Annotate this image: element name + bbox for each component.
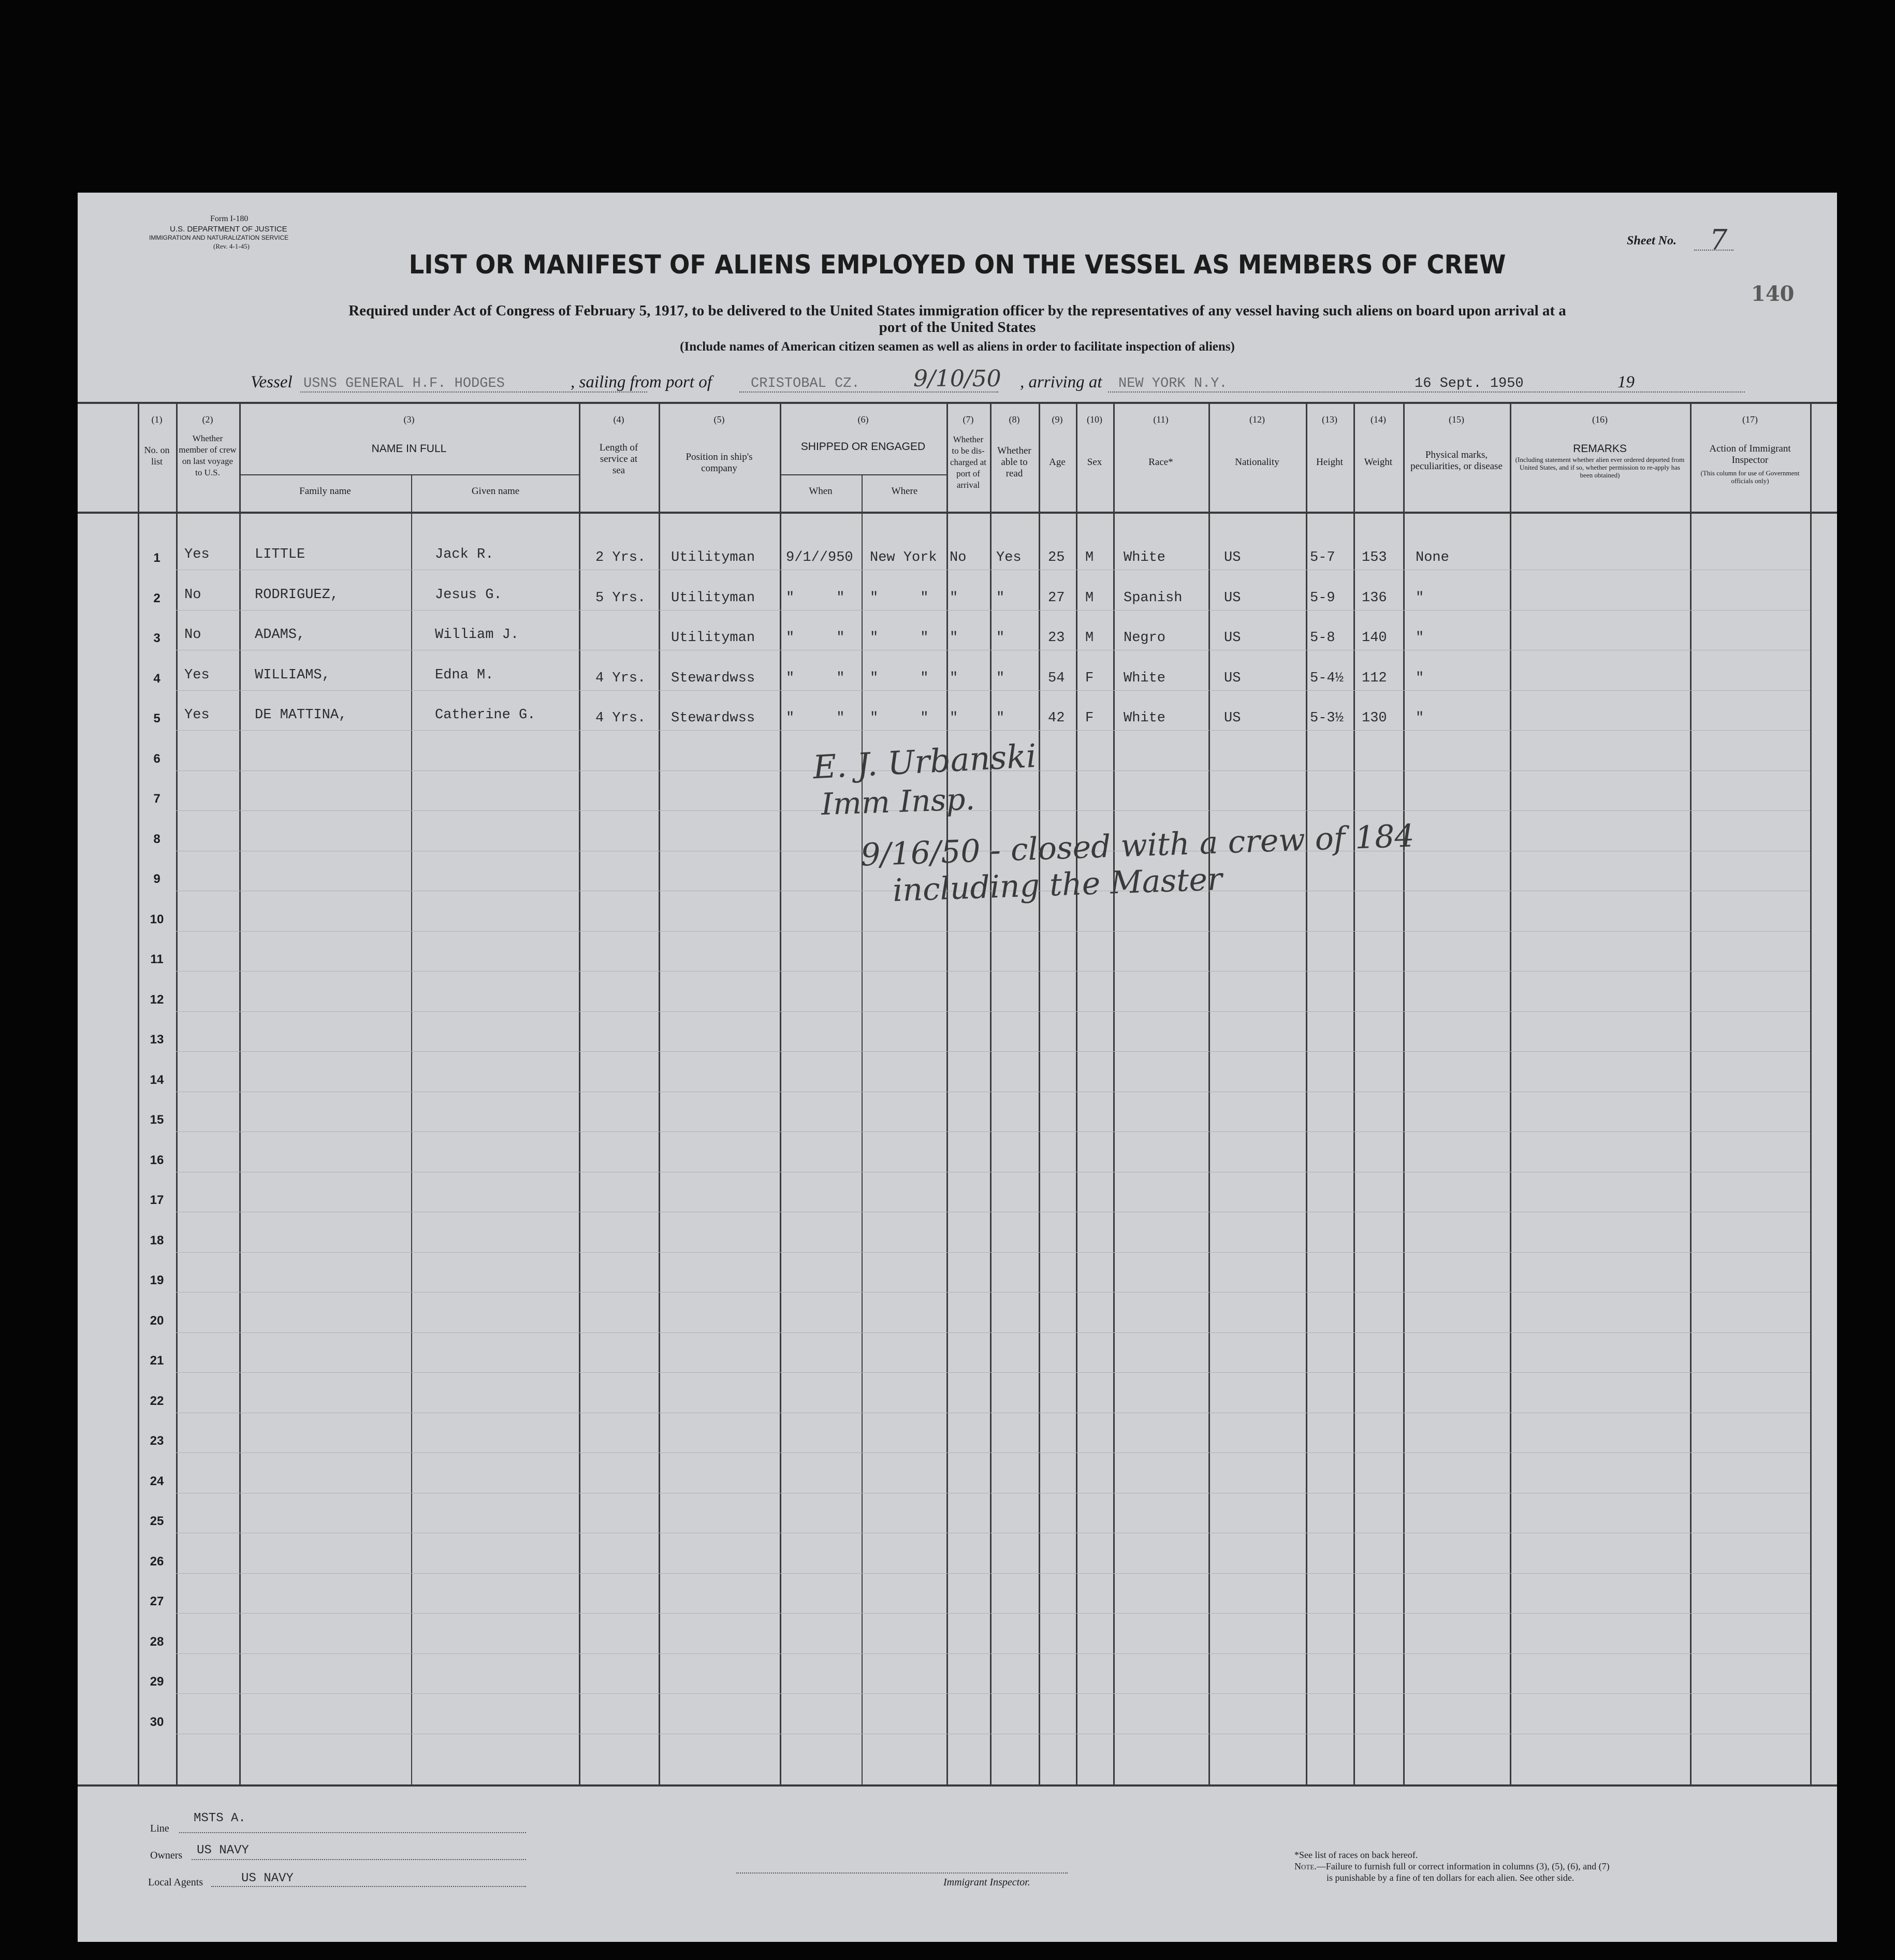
col-number: (4): [613, 414, 624, 425]
crew-height: 5-7: [1310, 550, 1335, 565]
crew-weight: 136: [1362, 590, 1387, 606]
col-number: (5): [713, 414, 725, 425]
crew-shipped-when: " ": [786, 710, 845, 726]
crew-prior-voyage: Yes: [184, 707, 210, 723]
row-number: 12: [150, 992, 164, 1007]
column-divider: [411, 474, 412, 1787]
sailing-date-value: 9/10/50: [913, 366, 1001, 392]
header-shipped-engaged: SHIPPED OR ENGAGED: [800, 441, 926, 453]
races-note: *See list of races on back hereof.: [1294, 1850, 1418, 1860]
crew-age: 54: [1048, 670, 1065, 686]
owners-label: Owners: [150, 1850, 183, 1861]
crew-shipped-where: New York: [870, 550, 937, 565]
row-rule: [176, 1372, 1810, 1373]
col-number: (11): [1153, 414, 1169, 425]
crew-position: Utilityman: [671, 590, 755, 606]
row-number: 15: [150, 1113, 164, 1127]
header-race: Race*: [1148, 457, 1173, 468]
col-number: (17): [1742, 414, 1758, 425]
header-remarks-note: (Including statement whether alien ever ordered deported from United States, and if so, whether permission to re-apply has been obtained): [1515, 456, 1685, 479]
crew-sex: M: [1085, 590, 1094, 606]
row-number: 9: [153, 872, 161, 886]
row-rule: [176, 1573, 1810, 1574]
crew-nationality: US: [1224, 590, 1241, 606]
inspector-title: Imm Insp.: [820, 781, 976, 822]
crew-weight: 112: [1362, 670, 1387, 686]
row-number: 14: [150, 1072, 164, 1087]
col-number: (6): [857, 414, 869, 425]
subtitle-line-1: Required under Act of Congress of February 5, 1917, to be delivered to the United States immigration officer by the representatives of any vessel having such aliens on board upon arrival at a: [348, 302, 1566, 319]
crew-length-of-service: 4 Yrs.: [595, 710, 646, 726]
crew-shipped-where: " ": [870, 710, 929, 726]
crew-sex: F: [1085, 710, 1094, 726]
col-number: (10): [1087, 414, 1102, 425]
row-rule: [176, 1693, 1810, 1694]
header-sex: Sex: [1087, 457, 1102, 468]
crew-discharged: ": [950, 590, 958, 606]
row-rule: [176, 1131, 1810, 1132]
crew-physical-marks: ": [1416, 670, 1424, 686]
sailing-label: , sailing from port of: [571, 373, 712, 391]
manifest-sheet: [78, 193, 1837, 1942]
note-text: —Failure to furnish full or correct information in columns (3), (5), (6), and (7): [1316, 1861, 1610, 1871]
col-number: (15): [1449, 414, 1464, 425]
crew-sex: M: [1085, 630, 1094, 646]
row-number: 13: [150, 1033, 164, 1047]
crew-able-to-read: Yes: [996, 550, 1022, 565]
crew-shipped-where: " ": [870, 590, 929, 606]
row-number: 2: [153, 591, 161, 605]
row-number: 7: [153, 792, 161, 806]
row-number: 20: [150, 1313, 164, 1328]
row-rule: [176, 1011, 1810, 1012]
crew-discharged: ": [950, 710, 958, 726]
row-number: 26: [150, 1554, 164, 1569]
subheader-line-shipped: [780, 474, 946, 475]
crew-nationality: US: [1224, 630, 1241, 646]
header-when: When: [809, 486, 833, 497]
crew-race: Spanish: [1124, 590, 1183, 606]
crew-shipped-where: " ": [870, 630, 929, 646]
crew-position: Utilityman: [671, 630, 755, 646]
crew-discharged: ": [950, 630, 958, 646]
crew-height: 5-9: [1310, 590, 1335, 606]
row-number: 5: [153, 712, 161, 725]
row-number: 25: [150, 1514, 164, 1528]
crew-family-name: WILLIAMS,: [255, 667, 330, 683]
crew-race: White: [1124, 710, 1166, 726]
crew-given-name: William J.: [435, 627, 519, 643]
row-number: 3: [153, 631, 161, 645]
col-number: (2): [202, 414, 213, 425]
crew-nationality: US: [1224, 710, 1241, 726]
crew-position: Stewardwss: [671, 670, 755, 686]
header-remarks: REMARKS: [1573, 443, 1627, 455]
row-number: 30: [150, 1715, 164, 1729]
table-bottom-border: [78, 1784, 1837, 1787]
service-name: IMMIGRATION AND NATURALIZATION SERVICE: [149, 234, 289, 241]
row-number: 27: [150, 1594, 164, 1608]
crew-given-name: Catherine G.: [435, 707, 536, 723]
header-family-name: Family name: [299, 486, 351, 497]
crew-physical-marks: None: [1416, 550, 1449, 565]
table-header-border: [78, 512, 1837, 514]
crew-length-of-service: 4 Yrs.: [595, 670, 646, 686]
crew-nationality: US: [1224, 670, 1241, 686]
row-rule: [176, 1332, 1810, 1333]
row-number: 10: [150, 912, 164, 926]
document-title: LIST OR MANIFEST OF ALIENS EMPLOYED ON THE VESSEL AS MEMBERS OF CREW: [409, 250, 1506, 280]
line-underline: [179, 1832, 526, 1833]
header-length-of-service: Length of service at sea: [599, 442, 638, 476]
crew-position: Stewardwss: [671, 710, 755, 726]
form-number: Form I-180: [210, 214, 249, 223]
header-no-on-list: No. on list: [144, 445, 170, 467]
row-number: 29: [150, 1675, 164, 1689]
line-value: MSTS A.: [194, 1811, 246, 1825]
crew-length-of-service: 2 Yrs.: [595, 550, 646, 565]
crew-race: Negro: [1124, 630, 1166, 646]
closing-note-line-2: including the Master: [892, 861, 1223, 909]
row-rule: [176, 1613, 1810, 1614]
crew-height: 5-8: [1310, 630, 1335, 646]
crew-shipped-when: " ": [786, 630, 845, 646]
header-name-in-full: NAME IN FULL: [371, 443, 447, 455]
line-label: Line: [150, 1823, 169, 1834]
crew-age: 25: [1048, 550, 1065, 565]
sheet-number-value: 7: [1710, 224, 1728, 256]
row-number: 16: [150, 1153, 164, 1167]
page-stamp: 140: [1751, 282, 1795, 306]
row-number: 8: [153, 832, 161, 846]
header-age: Age: [1049, 457, 1066, 468]
arriving-port-value: NEW YORK N.Y.: [1118, 376, 1228, 391]
crew-age: 23: [1048, 630, 1065, 646]
table-top-border: [78, 402, 1837, 404]
col-number: (16): [1592, 414, 1608, 425]
crew-position: Utilityman: [671, 550, 755, 565]
header-where: Where: [891, 486, 918, 497]
crew-shipped-where: " ": [870, 670, 929, 686]
inspector-signature-label: Immigrant Inspector.: [943, 1877, 1030, 1888]
crew-shipped-when: " ": [786, 670, 845, 686]
crew-shipped-when: " ": [786, 590, 845, 606]
crew-given-name: Edna M.: [435, 667, 494, 683]
column-divider: [862, 474, 863, 1787]
header-physical-marks: Physical marks, peculiarities, or disease: [1410, 449, 1503, 472]
header-able-to-read: Whether able to read: [997, 445, 1031, 479]
col-number: (9): [1052, 414, 1063, 425]
crew-physical-marks: ": [1416, 630, 1424, 646]
row-number: 6: [153, 751, 161, 766]
row-number: 11: [150, 952, 164, 966]
col-number: (14): [1371, 414, 1386, 425]
header-given-name: Given name: [471, 486, 520, 497]
crew-able-to-read: ": [996, 710, 1005, 726]
owners-underline: [192, 1859, 526, 1860]
form-revision: (Rev. 4-1-45): [213, 242, 250, 250]
inspector-signature: E. J. Urbanski: [812, 736, 1038, 787]
sailing-port-value: CRISTOBAL CZ.: [751, 376, 860, 391]
crew-weight: 153: [1362, 550, 1387, 565]
local-agents-label: Local Agents: [148, 1877, 203, 1888]
row-rule: [176, 730, 1810, 731]
local-agents-value: US NAVY: [241, 1871, 294, 1885]
header-nationality: Nationality: [1235, 457, 1279, 468]
row-number: 4: [153, 671, 161, 686]
arrival-date-value: 16 Sept. 1950: [1415, 376, 1524, 391]
penalty-note-line-2: is punishable by a fine of ten dollars for each alien. See other side.: [1326, 1872, 1575, 1883]
crew-family-name: RODRIGUEZ,: [255, 587, 339, 603]
closing-note-line-1: 9/16/50 - closed with a crew of 184: [860, 818, 1415, 874]
penalty-note-line-1: [1294, 1861, 1610, 1872]
local-agents-underline: [211, 1886, 526, 1887]
row-rule: [176, 1252, 1810, 1253]
crew-prior-voyage: Yes: [184, 667, 210, 683]
header-inspector-action: Action of Immigrant Inspector: [1709, 443, 1791, 466]
header-position: Position in ship's company: [686, 452, 753, 474]
crew-age: 42: [1048, 710, 1065, 726]
subheader-line-names: [239, 474, 579, 475]
crew-prior-voyage: Yes: [184, 547, 210, 562]
row-rule: [176, 1653, 1810, 1654]
crew-age: 27: [1048, 590, 1065, 606]
row-rule: [176, 690, 1810, 691]
row-rule: [176, 610, 1810, 611]
row-rule: [176, 1051, 1810, 1052]
header-inspector-note: (This column for use of Government officials only): [1700, 469, 1800, 485]
arriving-underline: [1108, 391, 1745, 393]
row-number: 22: [150, 1393, 164, 1408]
crew-height: 5-3½: [1310, 710, 1344, 726]
crew-weight: 130: [1362, 710, 1387, 726]
inspector-signature-line: [736, 1872, 1068, 1874]
column-divider: [1810, 402, 1812, 1787]
col-number: (7): [963, 414, 974, 425]
crew-race: White: [1124, 550, 1166, 565]
owners-value: US NAVY: [197, 1843, 249, 1857]
crew-given-name: Jesus G.: [435, 587, 502, 603]
crew-family-name: ADAMS,: [255, 627, 305, 643]
vessel-label: Vessel: [251, 373, 293, 391]
col-number: (12): [1249, 414, 1265, 425]
crew-discharged: No: [950, 550, 967, 565]
crew-given-name: Jack R.: [435, 547, 494, 562]
crew-able-to-read: ": [996, 630, 1005, 646]
year-label: 19: [1617, 373, 1635, 391]
department-name: U.S. DEPARTMENT OF JUSTICE: [170, 225, 287, 234]
col-number: (8): [1009, 414, 1020, 425]
crew-family-name: LITTLE: [255, 547, 305, 562]
row-number: 18: [150, 1233, 164, 1247]
crew-physical-marks: ": [1416, 710, 1424, 726]
row-rule: [176, 1292, 1810, 1293]
col-number: (13): [1322, 414, 1337, 425]
crew-able-to-read: ": [996, 590, 1005, 606]
row-number: 21: [150, 1354, 164, 1368]
crew-prior-voyage: No: [184, 627, 201, 643]
crew-family-name: DE MATTINA,: [255, 707, 347, 723]
header-height: Height: [1316, 457, 1343, 468]
crew-weight: 140: [1362, 630, 1387, 646]
vessel-value: USNS GENERAL H.F. HODGES: [303, 376, 505, 391]
crew-able-to-read: ": [996, 670, 1005, 686]
row-number: 23: [150, 1434, 164, 1448]
crew-height: 5-4½: [1310, 670, 1344, 686]
crew-race: White: [1124, 670, 1166, 686]
header-prior-voyage: Whether member of crew on last voyage to U.S.: [179, 433, 237, 477]
header-weight: Weight: [1364, 457, 1393, 468]
row-rule: [176, 810, 1810, 811]
col-number: (3): [403, 414, 415, 425]
row-number: 19: [150, 1273, 164, 1287]
row-number: 28: [150, 1634, 164, 1649]
row-number: 24: [150, 1474, 164, 1488]
arriving-label: , arriving at: [1020, 373, 1102, 391]
crew-discharged: ": [950, 670, 958, 686]
col-number: (1): [151, 414, 163, 425]
header-discharged: Whether to be dis-charged at port of arrival: [950, 434, 986, 490]
crew-prior-voyage: No: [184, 587, 201, 603]
crew-sex: M: [1085, 550, 1094, 565]
column-divider: [138, 402, 139, 1787]
subtitle-line-2: port of the United States: [879, 319, 1036, 336]
note-label: Note.: [1294, 1861, 1317, 1871]
row-number: 17: [150, 1193, 164, 1207]
row-number: 1: [153, 551, 161, 565]
crew-length-of-service: 5 Yrs.: [595, 590, 646, 606]
crew-physical-marks: ": [1416, 590, 1424, 606]
row-rule: [176, 931, 1810, 932]
sheet-number-label: Sheet No.: [1627, 234, 1677, 248]
crew-nationality: US: [1224, 550, 1241, 565]
subtitle-note: (Include names of American citizen seamen as well as aliens in order to facilitate inspection of aliens): [680, 340, 1235, 354]
crew-sex: F: [1085, 670, 1094, 686]
crew-shipped-when: 9/1//950: [786, 550, 853, 565]
